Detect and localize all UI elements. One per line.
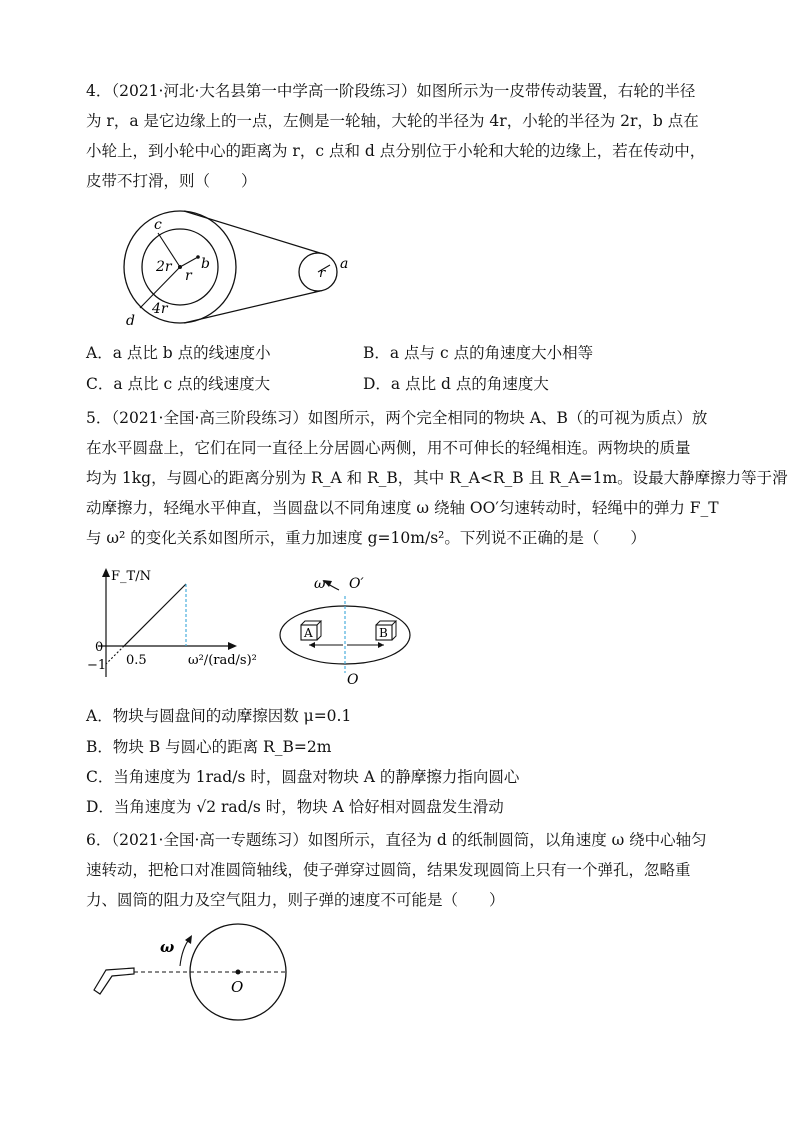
q5-option-c: C．当角速度为 1rad/s 时，圆盘对物块 A 的静摩擦力指向圆心 (86, 768, 520, 786)
label-c: c (154, 217, 162, 233)
ft-omega-graph (84, 565, 274, 685)
belt-pulley-figure (110, 205, 380, 335)
question-5-stem (86, 403, 788, 553)
question-4-stem (86, 76, 714, 196)
block-a-top (301, 621, 321, 625)
label-omega: ω (314, 576, 326, 592)
distance-rb-arrow (378, 642, 384, 648)
label-axis-bottom: O (347, 672, 359, 688)
label-2r: 2r (156, 259, 172, 275)
q4-line-3: 小轮上，到小轮中心的距离为 r，c 点和 d 点分别位于小轮和大轮的边缘上，若在传动中， (86, 142, 706, 160)
q5-line-3: 均为 1kg，与圆心的距离分别为 R_A 和 R_B，其中 R_A<R_B 且 R_A=1m。设最大静摩擦力等于滑 (86, 469, 788, 487)
q4-option-b: B．a 点与 c 点的角速度大小相等 (363, 344, 594, 362)
gun-barrel-icon (94, 968, 134, 994)
graph-ylabel: F_T/N (111, 569, 151, 584)
rotation-arrowhead (185, 935, 192, 944)
graph-xlabel: ω²/(rad/s)² (188, 653, 257, 668)
label-r-small: r (185, 268, 192, 284)
label-axis-top: O′ (349, 576, 364, 592)
q4-option-c: C．a 点比 c 点的线速度大 (86, 375, 271, 393)
graph-y-tick: −1 (87, 658, 107, 673)
label-a: a (340, 256, 349, 272)
cylinder-bullet-figure (90, 920, 330, 1030)
q4-line-1: 4．（2021·河北·大名县第一中学高一阶段练习）如图所示为一皮带传动装置，右轮的半径 (86, 82, 696, 100)
q6-line-2: 速转动，把枪口对准圆筒轴线，使子弹穿过圆筒，结果发现圆筒上只有一个弹孔，忽略重 (86, 861, 691, 879)
graph-extension (106, 646, 124, 664)
label-r-right: r (319, 266, 326, 281)
rotating-disk-figure (277, 570, 417, 690)
radius-r-b (180, 257, 198, 267)
q5-line-1: 5．（2021·全国·高三阶段练习）如图所示，两个完全相同的物块 A、B（的可视为质点）放 (86, 409, 708, 427)
label-d: d (126, 313, 135, 329)
cylinder-center (236, 970, 241, 975)
y-axis-arrow (102, 568, 110, 577)
label-omega: ω (160, 938, 175, 956)
q5-line-2: 在水平圆盘上，它们在同一直径上分居圆心两侧，用不可伸长的轻绳相连。两物块的质量 (86, 439, 691, 457)
label-4r: 4r (152, 301, 168, 317)
block-b-top (376, 621, 396, 625)
label-b: b (201, 256, 210, 272)
x-axis-arrow (228, 642, 237, 650)
q5-line-5: 与 ω² 的变化关系如图所示，重力加速度 g=10m/s²。下列说不正确的是（ ） (86, 529, 646, 547)
label-block-a: A (304, 626, 313, 640)
q5-option-d: D．当角速度为 √2 rad/s 时，物块 A 恰好相对圆盘发生滑动 (86, 798, 504, 816)
q5-line-4: 动摩擦力，轻绳水平伸直，当圆盘以不同角速度 ω 绕轴 OO′匀速转动时，轻绳中的弹力 F_T (86, 499, 719, 517)
q5-option-a: A．物块与圆盘间的动摩擦因数 μ=0.1 (86, 707, 352, 725)
point-b (196, 255, 200, 259)
axle-center (178, 265, 182, 269)
question-6-stem (86, 825, 714, 915)
q4-option-d: D．a 点比 d 点的角速度大 (363, 375, 549, 393)
label-center: O (231, 978, 244, 996)
belt-upper (184, 211, 320, 253)
q6-line-1: 6．（2021·全国·高一专题练习）如图所示，直径为 d 的纸制圆筒，以角速度 ω 绕中心轴匀 (86, 831, 707, 849)
q5-option-b: B．物块 B 与圆心的距离 R_B=2m (86, 738, 332, 756)
graph-line (124, 584, 186, 646)
q4-line-4: 皮带不打滑，则（ ） (86, 172, 257, 190)
graph-origin: 0 (95, 640, 104, 655)
q4-option-a: A．a 点比 b 点的线速度小 (86, 344, 271, 362)
distance-ra-arrow (309, 642, 315, 648)
q6-line-3: 力、圆筒的阻力及空气阻力，则子弹的速度不可能是（ ） (86, 891, 505, 909)
label-block-b: B (379, 626, 388, 640)
graph-x-tick: 0.5 (126, 653, 147, 668)
q4-line-2: 为 r，a 是它边缘上的一点，左侧是一轮轴，大轮的半径为 4r，小轮的半径为 2r，b 点在 (86, 112, 699, 130)
